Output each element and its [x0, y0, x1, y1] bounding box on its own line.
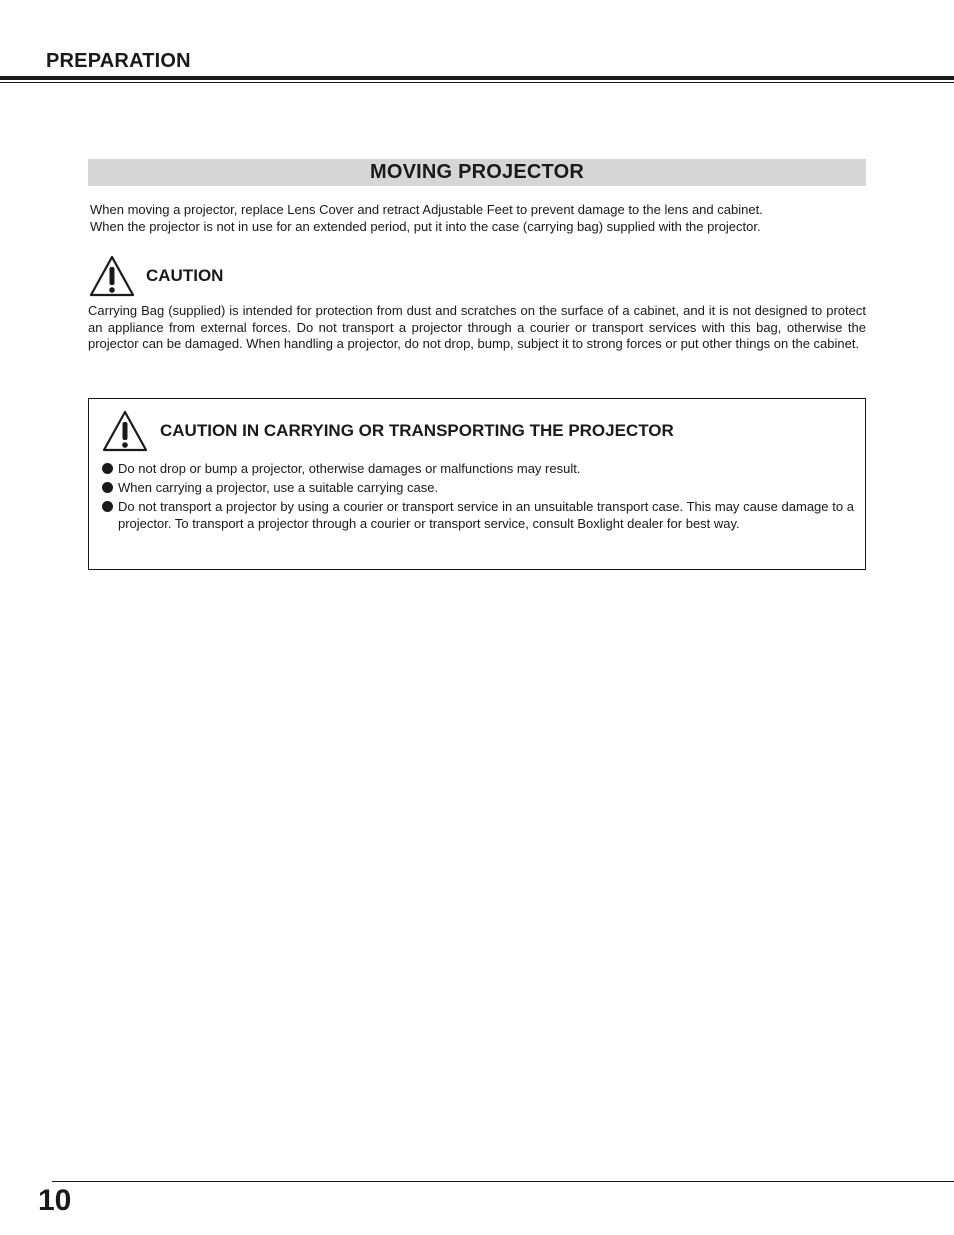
title-bar — [88, 159, 866, 186]
list-item — [102, 499, 854, 532]
header-rule — [0, 76, 954, 80]
list-item-text: When carrying a projector, use a suitable carrying case. — [118, 480, 439, 495]
footer-rule — [52, 1181, 954, 1182]
transport-caution-title: CAUTION IN CARRYING OR TRANSPORTING THE PROJECTOR — [160, 421, 674, 440]
header-rule-thin — [0, 82, 954, 83]
list-item — [102, 480, 854, 497]
caution-title: CAUTION — [146, 266, 224, 285]
bullet-icon — [102, 463, 113, 474]
transport-caution-heading — [102, 410, 674, 452]
list-item — [102, 461, 854, 478]
page-title: MOVING PROJECTOR — [370, 161, 584, 183]
page-number: 10 — [38, 1184, 72, 1217]
intro-line: When moving a projector, replace Lens Cover and retract Adjustable Feet to prevent damage to the lens and cabinet. — [90, 202, 763, 217]
intro-line: When the projector is not in use for an extended period, put it into the case (carrying bag) supplied with the projector. — [90, 219, 761, 234]
intro-paragraph — [90, 201, 870, 235]
warning-triangle-icon — [89, 255, 135, 297]
bullet-icon — [102, 501, 113, 512]
transport-caution-list — [102, 461, 854, 535]
section-header: PREPARATION — [46, 50, 191, 72]
caution-text: Carrying Bag (supplied) is intended for protection from dust and scratches on the surface of a cabinet, and it is not designed to protect an appliance from external forces. Do not transport a projector through a courier or transport services with this bag, otherwise the projector can be damaged. When handling a projector, do not drop, bump, subject it to strong forces or put other things on the cabinet. — [88, 303, 866, 351]
caution-heading — [89, 255, 223, 297]
list-item-text: Do not transport a projector by using a courier or transport service in an unsuitable transport case. This may cause damage to a projector. To transport a projector through a courier or transport service, consult Boxlight dealer for best way. — [118, 499, 854, 531]
bullet-icon — [102, 482, 113, 493]
transport-caution-box — [88, 398, 866, 570]
warning-triangle-icon — [102, 410, 148, 452]
list-item-text: Do not drop or bump a projector, otherwise damages or malfunctions may result. — [118, 461, 581, 476]
